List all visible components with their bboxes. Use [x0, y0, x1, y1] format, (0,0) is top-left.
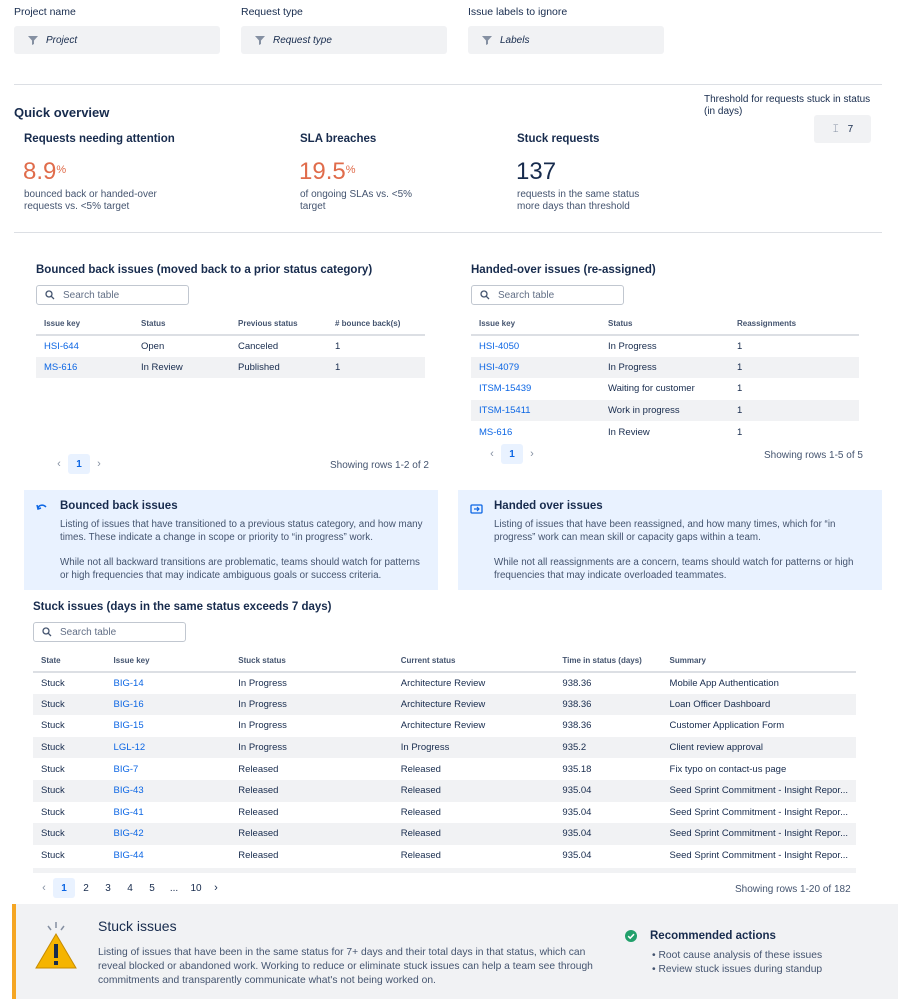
- request-type-filter-label: Request type: [241, 6, 303, 18]
- stuck-search-input[interactable]: [33, 622, 186, 642]
- current-status-cell: Released: [400, 806, 441, 818]
- bounced-info-text: While not all backward transitions are problematic, teams should watch for patterns or high frequencies that may indicate ambiguous goals or success criteria.: [60, 557, 420, 581]
- issue-key-cell: [106, 715, 231, 737]
- list-item: • Root cause analysis of these issues: [652, 950, 823, 961]
- current-status-cell: In Progress: [393, 737, 555, 759]
- card-sla-desc: of ongoing SLAs vs. <5% target: [300, 189, 413, 212]
- current-status-cell: Released: [400, 850, 441, 862]
- bounce-count-cell: 1: [335, 340, 341, 352]
- current-status-cell: Released: [400, 763, 441, 775]
- issue-key-cell: [106, 823, 231, 845]
- column-header[interactable]: Status: [133, 313, 230, 335]
- undo-arrow-icon: [36, 503, 48, 513]
- issue-key-cell: [106, 802, 231, 824]
- card-attention-title: Requests needing attention: [24, 133, 175, 145]
- chevron-right-icon[interactable]: ›: [214, 882, 218, 894]
- table-row: [471, 421, 859, 443]
- request-type-filter[interactable]: [241, 26, 447, 54]
- search-icon: [480, 290, 490, 300]
- card-sla-title: SLA breaches: [300, 133, 377, 145]
- previous-status-cell: Canceled: [238, 340, 279, 352]
- search-icon: [42, 627, 52, 637]
- issue-key-link[interactable]: BIG-15: [113, 720, 144, 732]
- status-cell: In Review: [608, 426, 650, 438]
- stuck-info-text: Listing of issues that have been in the same status for 7+ days and their total days in that status, which can reveal blocked or abandoned work. Working to reduce or eliminate stuck issues can help a team see through commitments and transparently communicate what's not being worked on.: [98, 947, 593, 986]
- reassignments-cell: 1: [737, 340, 743, 352]
- table-row: [33, 694, 856, 716]
- page-button[interactable]: 5: [149, 882, 155, 894]
- current-status-cell: Architecture Review: [400, 720, 486, 732]
- status-cell: Open: [141, 340, 165, 352]
- card-attention-desc: bounced back or handed-over requests vs. <5% target: [24, 189, 157, 212]
- column-header[interactable]: Stuck status: [230, 650, 392, 672]
- column-header[interactable]: Previous status: [230, 313, 327, 335]
- issue-key-link[interactable]: MS-616: [479, 426, 513, 438]
- table-row: [33, 758, 856, 780]
- recommended-actions-list: [652, 949, 822, 977]
- column-header[interactable]: Summary: [662, 650, 856, 672]
- handed-info-panel: [458, 490, 882, 590]
- handed-info-text: Listing of issues that have been reassigned, and how many times, which for “in progress” work can mean skill or capacity gaps within a team.: [494, 519, 836, 543]
- page-button[interactable]: 1: [53, 878, 75, 898]
- bounced-info-title: Bounced back issues: [60, 500, 178, 512]
- filter-icon: [255, 35, 265, 45]
- state-cell: Stuck: [33, 737, 106, 759]
- issue-key-cell: [106, 694, 231, 716]
- search-placeholder: Search table: [498, 289, 555, 301]
- table-row: [33, 737, 856, 759]
- issue-key-link[interactable]: LGL-12: [113, 742, 146, 754]
- column-header[interactable]: Issue key: [36, 313, 133, 335]
- request-type-filter-placeholder: Request type: [273, 34, 332, 46]
- table-row: [33, 715, 856, 737]
- column-header[interactable]: State: [33, 650, 106, 672]
- threshold-input[interactable]: [814, 115, 871, 143]
- project-filter[interactable]: [14, 26, 220, 54]
- issue-key-cell: [106, 845, 231, 867]
- bounced-rows-label: Showing rows 1-2 of 2: [330, 460, 429, 471]
- summary-cell: Loan Officer Dashboard: [662, 694, 856, 716]
- check-circle-icon: [625, 930, 637, 942]
- scrollbar[interactable]: [33, 868, 856, 873]
- threshold-label: Threshold for requests stuck in status (in days): [704, 94, 871, 117]
- chevron-left-icon[interactable]: ‹: [57, 458, 61, 470]
- time-in-status-cell: 935.18: [562, 763, 592, 775]
- summary-cell: Seed Sprint Commitment - Insight Repor...: [662, 780, 856, 802]
- reassignments-cell: 1: [729, 400, 859, 422]
- status-cell: In Review: [133, 357, 230, 379]
- status-cell: In Progress: [608, 340, 657, 352]
- state-cell: Stuck: [41, 850, 65, 862]
- page-button[interactable]: 4: [127, 882, 133, 894]
- issue-key-link[interactable]: BIG-44: [113, 850, 144, 862]
- time-in-status-cell: 935.04: [554, 780, 661, 802]
- handed-rows-label: Showing rows 1-5 of 5: [764, 450, 863, 461]
- table-row: [33, 780, 856, 802]
- issue-key-link[interactable]: BIG-41: [113, 806, 144, 818]
- filter-icon: [482, 35, 492, 45]
- labels-filter-label: Issue labels to ignore: [468, 6, 568, 18]
- reassignments-cell: 1: [737, 426, 743, 438]
- stuck-status-cell: Released: [230, 823, 392, 845]
- card-stuck-title: Stuck requests: [517, 133, 600, 145]
- column-header[interactable]: Issue key: [106, 650, 231, 672]
- status-cell: Waiting for customer: [608, 383, 695, 395]
- table-row: [36, 357, 425, 379]
- labels-filter[interactable]: [468, 26, 664, 54]
- issue-key-link[interactable]: ITSM-15411: [479, 405, 531, 417]
- threshold-value: 7: [847, 123, 854, 135]
- summary-cell: Seed Sprint Commitment - Insight Repor...: [669, 850, 848, 862]
- table-row: [471, 378, 859, 400]
- stuck-title: Stuck issues (days in the same status exceeds 7 days): [33, 601, 332, 613]
- stuck-status-cell: Released: [238, 806, 279, 818]
- table-row: [33, 672, 856, 694]
- page-button[interactable]: 10: [190, 882, 202, 894]
- time-in-status-cell: 935.2: [554, 737, 661, 759]
- bounced-pagination: [50, 454, 108, 474]
- labels-filter-placeholder: Labels: [500, 34, 530, 46]
- recommended-actions-title: Recommended actions: [650, 930, 776, 942]
- column-header[interactable]: Status: [600, 313, 729, 335]
- state-cell: Stuck: [41, 763, 65, 775]
- bounced-info-text: Listing of issues that have transitioned to a previous status category, and how many times. These indicate a change in scope or priority to “in progress” work.: [60, 519, 423, 543]
- issue-key-link[interactable]: HSI-644: [44, 340, 79, 352]
- table-header-row: [33, 650, 856, 672]
- previous-status-cell: Published: [230, 357, 327, 379]
- issue-key-link[interactable]: BIG-42: [113, 828, 144, 840]
- chevron-left-icon[interactable]: ‹: [42, 882, 46, 894]
- stuck-info-panel: [12, 904, 898, 999]
- list-item: • Review stuck issues during standup: [652, 964, 823, 975]
- state-cell: Stuck: [33, 780, 106, 802]
- current-status-cell: Released: [393, 780, 555, 802]
- column-header[interactable]: Time in status (days): [554, 650, 661, 672]
- bounced-info-panel: [24, 490, 438, 590]
- table-row: [33, 802, 856, 824]
- state-cell: Stuck: [41, 720, 65, 732]
- project-filter-placeholder: Project: [46, 34, 78, 46]
- reassignments-cell: 1: [737, 383, 743, 395]
- issue-key-link[interactable]: BIG-16: [113, 698, 144, 710]
- stuck-status-cell: In Progress: [230, 737, 392, 759]
- page-button[interactable]: 2: [83, 882, 89, 894]
- time-in-status-cell: 935.04: [554, 823, 661, 845]
- issue-key-link[interactable]: HSI-4050: [479, 340, 520, 352]
- stuck-status-cell: Released: [238, 850, 279, 862]
- search-placeholder: Search table: [63, 289, 120, 301]
- table-row: [471, 335, 859, 357]
- handed-pagination: [483, 444, 541, 464]
- stuck-status-cell: Released: [238, 763, 279, 775]
- state-cell: Stuck: [41, 806, 65, 818]
- bounced-table: [36, 313, 425, 378]
- reassignments-cell: 1: [729, 357, 859, 379]
- summary-cell: Fix typo on contact-us page: [669, 763, 787, 775]
- summary-cell: Customer Application Form: [669, 720, 785, 732]
- time-in-status-cell: 938.36: [554, 694, 661, 716]
- warning-icon: [34, 918, 78, 970]
- state-cell: Stuck: [41, 677, 65, 689]
- card-stuck-desc: requests in the same status more days than threshold: [517, 189, 640, 212]
- issue-key-cell: [106, 672, 231, 694]
- stuck-status-cell: Released: [230, 780, 392, 802]
- table-header-row: [471, 313, 859, 335]
- project-filter-label: Project name: [14, 6, 76, 18]
- issue-key-link[interactable]: MS-616: [44, 361, 78, 373]
- card-attention-value: 8.9%: [23, 158, 67, 185]
- search-placeholder: Search table: [60, 626, 117, 638]
- handed-title: Handed-over issues (re-assigned): [471, 264, 656, 276]
- handed-table: [471, 313, 859, 443]
- summary-cell: Seed Sprint Commitment - Insight Repor...: [669, 806, 848, 818]
- divider: [14, 232, 882, 233]
- current-status-cell: Released: [393, 823, 555, 845]
- issue-key-link[interactable]: BIG-14: [113, 677, 144, 689]
- stuck-table: [33, 650, 856, 866]
- time-in-status-cell: 935.04: [562, 806, 592, 818]
- page-button[interactable]: 1: [68, 454, 90, 474]
- issue-key-link[interactable]: ITSM-15439: [479, 383, 532, 395]
- summary-cell: Seed Sprint Commitment - Insight Repor...: [662, 823, 856, 845]
- issue-key-link[interactable]: BIG-7: [113, 763, 139, 775]
- page-ellipsis: ...: [169, 882, 179, 894]
- handed-info-text: While not all reassignments are a concern, teams should watch for patterns or high frequencies that may indicate overloaded teammates.: [494, 557, 854, 581]
- card-stuck-value: 137: [516, 158, 557, 185]
- chevron-right-icon[interactable]: ›: [97, 458, 101, 470]
- column-header[interactable]: Issue key: [471, 313, 600, 335]
- summary-cell: Client review approval: [662, 737, 856, 759]
- time-in-status-cell: 935.04: [562, 850, 592, 862]
- card-sla-value: 19.5%: [299, 158, 356, 185]
- table-row: [33, 845, 856, 867]
- table-row: [471, 357, 859, 379]
- stuck-pagination: [35, 878, 225, 898]
- stuck-rows-label: Showing rows 1-20 of 182: [735, 884, 851, 895]
- bounced-title: Bounced back issues (moved back to a prior status category): [36, 264, 373, 276]
- column-header[interactable]: Current status: [393, 650, 555, 672]
- overview-title: Quick overview: [14, 105, 110, 120]
- issue-key-link[interactable]: BIG-43: [113, 785, 144, 797]
- stuck-status-cell: In Progress: [238, 677, 287, 689]
- issue-key-cell: [106, 737, 231, 759]
- stuck-status-cell: In Progress: [230, 694, 392, 716]
- status-cell: In Progress: [600, 357, 729, 379]
- time-in-status-cell: 938.36: [562, 720, 592, 732]
- bounce-count-cell: 1: [327, 357, 425, 379]
- text-cursor-icon: 𝙸: [831, 122, 840, 135]
- chevron-left-icon[interactable]: ‹: [490, 448, 494, 460]
- table-row: [33, 823, 856, 845]
- time-in-status-cell: 938.36: [562, 677, 592, 689]
- state-cell: Stuck: [33, 823, 106, 845]
- transfer-icon: [470, 504, 483, 514]
- table-row: [471, 400, 859, 422]
- state-cell: Stuck: [33, 694, 106, 716]
- column-header[interactable]: Reassignments: [729, 313, 859, 335]
- issue-key-link[interactable]: HSI-4079: [479, 361, 520, 373]
- table-row: [36, 335, 425, 357]
- current-status-cell: Architecture Review: [400, 677, 486, 689]
- summary-cell: Mobile App Authentication: [669, 677, 779, 689]
- current-status-cell: Architecture Review: [393, 694, 555, 716]
- filter-icon: [28, 35, 38, 45]
- chevron-right-icon[interactable]: ›: [530, 448, 534, 460]
- column-header[interactable]: # bounce back(s): [327, 313, 425, 335]
- search-icon: [45, 290, 55, 300]
- handed-info-title: Handed over issues: [494, 500, 603, 512]
- issue-key-cell: [106, 780, 231, 802]
- divider: [14, 84, 882, 85]
- bounced-search-input[interactable]: [36, 285, 189, 305]
- handed-search-input[interactable]: [471, 285, 624, 305]
- page-button[interactable]: 3: [105, 882, 111, 894]
- stuck-status-cell: In Progress: [238, 720, 287, 732]
- page-button[interactable]: 1: [501, 444, 523, 464]
- issue-key-cell: [106, 758, 231, 780]
- status-cell: Work in progress: [600, 400, 729, 422]
- table-header-row: [36, 313, 425, 335]
- stuck-info-title: Stuck issues: [98, 918, 177, 934]
